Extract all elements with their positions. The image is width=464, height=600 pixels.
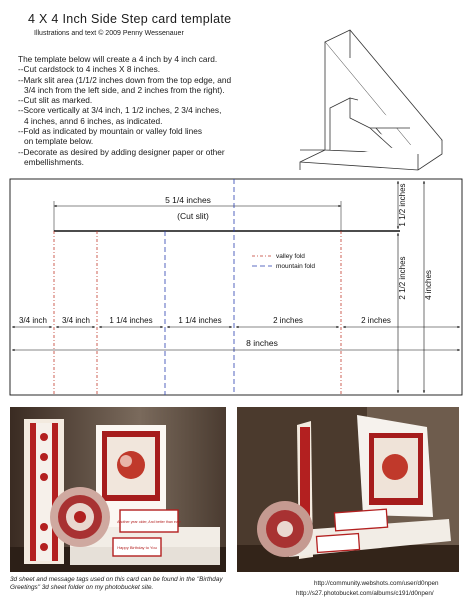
instruction-line: The template below will create a 4 inch by 4 inch card.: [18, 54, 218, 64]
card-photo-front: [10, 407, 226, 572]
card-3d-sketch-icon: [300, 30, 442, 170]
total-height-label: 4 inches: [424, 270, 433, 300]
slit-length-label: 5 1/4 inches: [165, 195, 211, 205]
photo-caption: 3d sheet and message tags used on this card can be found in the "Birthday Greetings" 3d sheet folder on my photobucket site.: [10, 576, 223, 591]
instruction-line: on template below.: [24, 136, 94, 147]
bottom-height-label: 2 1/2 inches: [398, 256, 407, 300]
photobucket-link[interactable]: http://s27.photobucket.com/albums/c191/d0npen/: [296, 590, 434, 597]
segment-label: 2 inches: [361, 316, 391, 325]
instruction-line: --Score vertically at 3/4 inch, 1 1/2 inches, 2 3/4 inches,: [18, 105, 222, 116]
instruction-line: --Cut cardstock to 4 inches X 8 inches.: [18, 64, 161, 75]
message-tag-birthday: Happy Birthday to You: [117, 545, 157, 550]
segment-label: 3/4 inch: [18, 316, 48, 325]
legend-mountain-fold: mountain fold: [276, 263, 316, 270]
segment-label: 1 1/4 inches: [109, 316, 153, 325]
segment-label: 2 inches: [273, 316, 303, 325]
webshots-link[interactable]: http://community.webshots.com/user/d0npen: [314, 580, 439, 587]
card-photo-angle: [237, 407, 459, 572]
instruction-line: --Mark slit area (1/1/2 inches down from the top edge, and: [18, 74, 232, 85]
page-title: 4 X 4 Inch Side Step card template: [28, 12, 232, 26]
instruction-line: embellishments.: [24, 156, 84, 167]
segment-label: 3/4 inch: [61, 316, 91, 325]
slit-cut-label: (Cut slit): [177, 211, 209, 221]
copyright-line: Illustrations and text © 2009 Penny Wessenauer: [34, 30, 184, 37]
total-width-label: 8 inches: [246, 338, 278, 348]
instruction-line: 4 inches, annd 6 inches, as indicated.: [24, 115, 163, 126]
message-tag-older: Another year older, And better than ever: [117, 520, 181, 524]
instruction-line: 3/4 inch from the left side, and 2 inches from the right).: [24, 84, 225, 95]
instruction-line: --Decorate as desired by adding designer paper or other: [18, 146, 225, 157]
legend-valley-fold: valley fold: [276, 253, 305, 260]
instruction-line: --Cut slit as marked.: [18, 95, 93, 106]
top-height-label: 1 1/2 inches: [398, 183, 407, 227]
segment-label: 1 1/4 inches: [178, 316, 222, 325]
template-outline: [10, 179, 462, 395]
instruction-line: --Fold as indicated by mountain or valley fold lines: [18, 126, 203, 137]
